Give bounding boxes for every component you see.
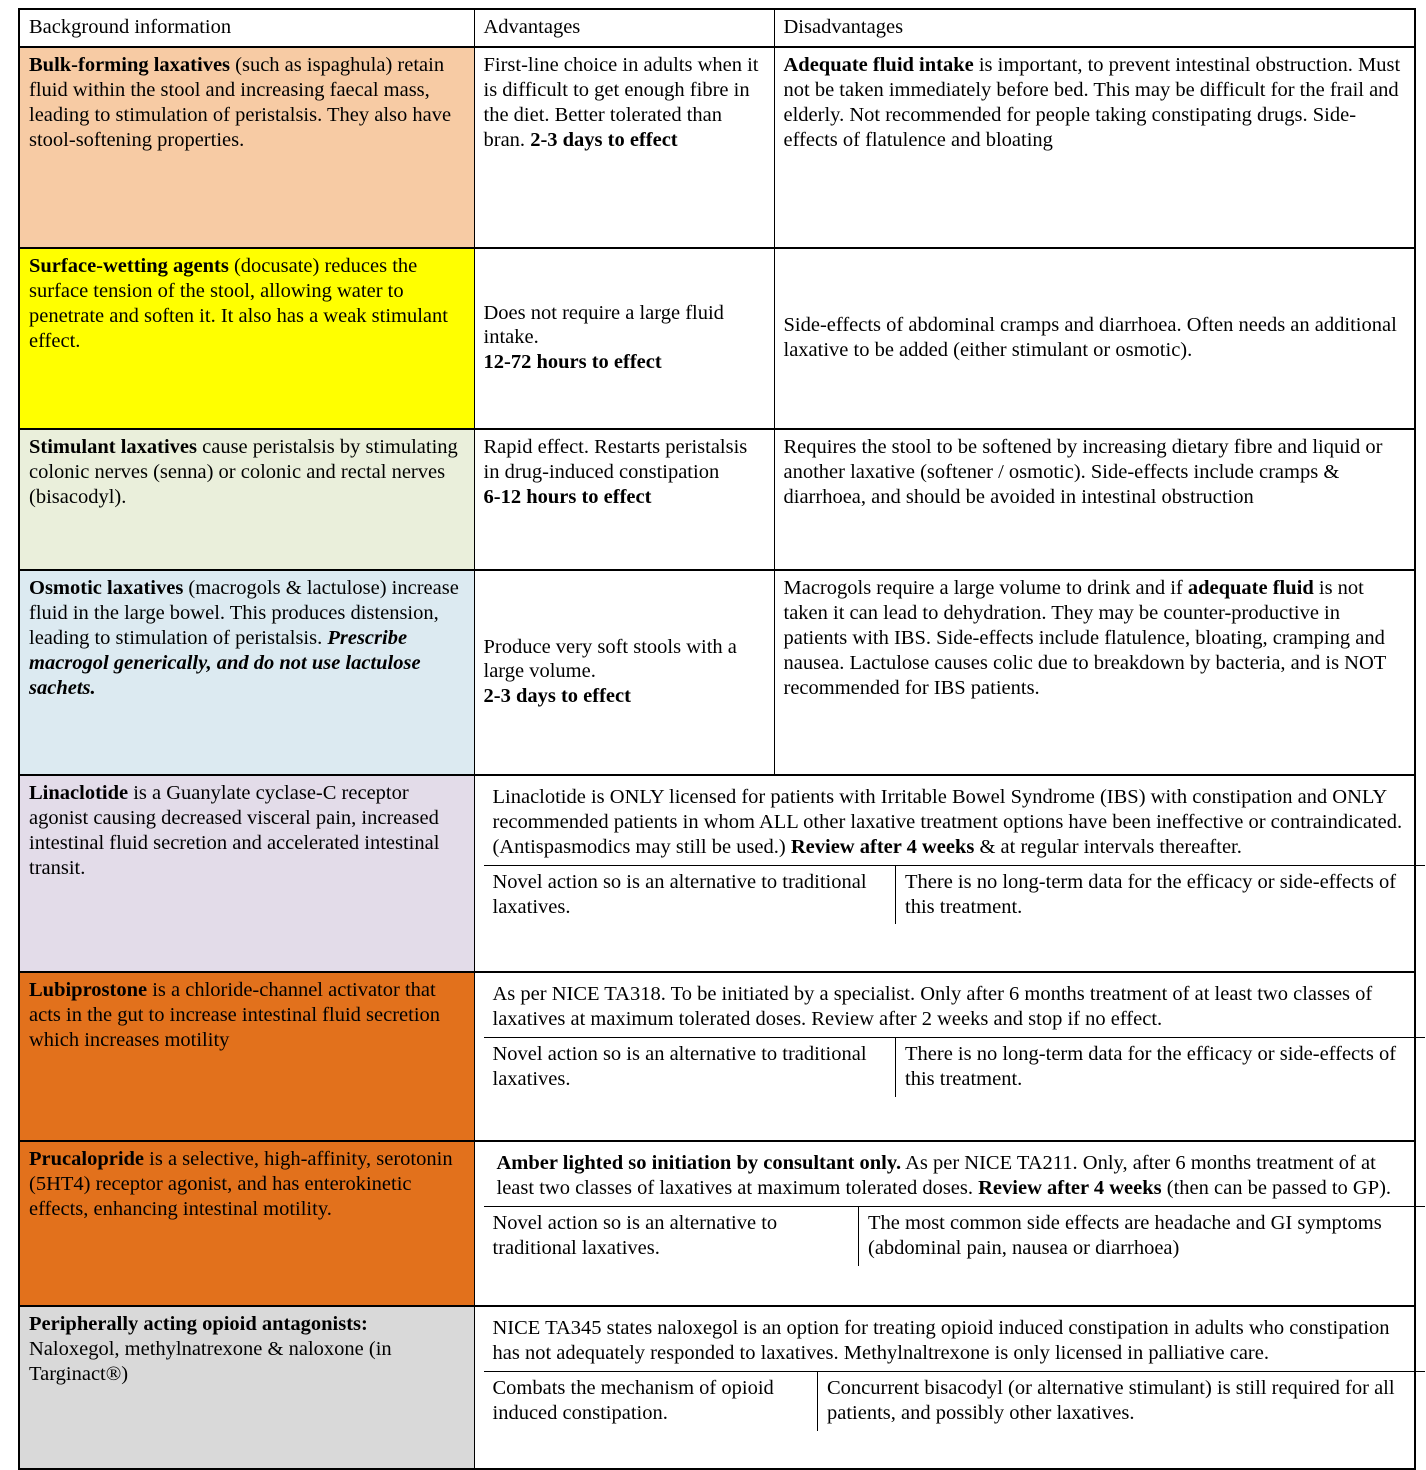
- laxatives-comparison-table: [18, 8, 1416, 1470]
- cell-disadvantages-stimulant: [774, 429, 1415, 570]
- inner-row-prucalopride-summary: [484, 1147, 1425, 1206]
- term-stimulant-laxatives: Stimulant laxatives: [29, 435, 197, 458]
- inner-row-opioid-summary: [484, 1312, 1425, 1371]
- inner-row-lubiprostone-summary: [484, 978, 1425, 1037]
- text-advantages-surface-wetting: Does not require a large fluid intake.: [483, 301, 724, 349]
- table-row-opioid-antagonists: [19, 1306, 1415, 1469]
- cell-disadvantages-osmotic: [774, 570, 1415, 775]
- cell-background-lubiprostone: [19, 972, 474, 1141]
- text-prucalopride-nice-post: (then can be passed to GP).: [1161, 1176, 1392, 1199]
- emphasis-linaclotide-review: Review after 4 weeks: [790, 835, 975, 858]
- emphasis-disadvantages-bulk-forming: Adequate fluid intake: [783, 53, 974, 76]
- table-row-linaclotide: [19, 775, 1415, 972]
- cell-opioid-nice-note: NICE TA345 states naloxegol is an option for treating opioid induced constipation in adults who constipation has not adequately responded to laxatives. Methylnaltrexone is only licensed in palliative care.: [492, 1316, 1390, 1364]
- term-surface-wetting-agents: Surface-wetting agents: [29, 254, 229, 277]
- emphasis-prucalopride-amber: Amber lighted so initiation by consultant only.: [496, 1151, 902, 1174]
- text-background-stimulant: cause peristalsis by stimulating colonic nerves (senna) or colonic and rectal nerves (bisacodyl).: [29, 435, 458, 508]
- cell-linaclotide-licensing-note: [484, 781, 1425, 865]
- inner-row-linaclotide-summary: [484, 781, 1425, 865]
- cell-background-stimulant: [19, 429, 474, 570]
- text-background-linaclotide: is a Guanylate cyclase-C receptor agonist causing decreased visceral pain, increased intestinal fluid secretion and accelerated intestinal transit.: [29, 781, 440, 879]
- column-header-advantages: Advantages: [474, 9, 774, 47]
- cell-disadvantages-prucalopride: The most common side effects are headache and GI symptoms (abdominal pain, nausea or diarrhoea): [859, 1206, 1425, 1265]
- text-background-lubiprostone: is a chloride-channel activator that acts in the gut to increase intestinal fluid secretion which increases motility: [29, 978, 441, 1051]
- cell-background-prucalopride: [19, 1141, 474, 1306]
- text-linaclotide-licensing-pre: Linaclotide is ONLY licensed for patients with Irritable Bowel Syndrome (IBS) with constipation and ONLY recommended patients in whom ALL other laxative treatment options have been ineffective or contraindicated. (Antispasmodics may still be used.): [492, 785, 1403, 858]
- cell-combined-lubiprostone: [474, 972, 1415, 1141]
- text-background-opioid-antagonists: Naloxegol, methylnatrexone & naloxone (in Targinact®): [29, 1337, 392, 1385]
- table-row-stimulant-laxatives: [19, 429, 1415, 570]
- text-disadvantages-osmotic-pre: Macrogols require a large volume to drink and if: [783, 576, 1188, 599]
- cell-background-bulk-forming: [19, 47, 474, 248]
- cell-background-osmotic: [19, 570, 474, 775]
- emphasis-advantages-stimulant: 6-12 hours to effect: [483, 485, 652, 508]
- text-prucalopride-nice-mid: As per NICE TA211. Only, after 6 months treatment of at least two classes of laxatives at maximum tolerated doses.: [496, 1151, 1376, 1199]
- cell-advantages-stimulant: [474, 429, 774, 570]
- inner-table-opioid-antagonists: [484, 1312, 1425, 1431]
- inner-table-lubiprostone: [484, 978, 1425, 1097]
- cell-advantages-lubiprostone: Novel action so is an alternative to traditional laxatives.: [484, 1037, 896, 1096]
- emphasis-advantages-osmotic: 2-3 days to effect: [483, 685, 631, 708]
- cell-advantages-bulk-forming: [474, 47, 774, 248]
- table-row-prucalopride: [19, 1141, 1415, 1306]
- column-header-background: Background information: [19, 9, 474, 47]
- text-disadvantages-osmotic: is not taken it can lead to dehydration. They may be counter-productive in patients with IBS. Side-effects include flatulence, bloating, cramping and nausea. Lactulose causes colic due to breakdown by bacteria, and is NOT recommended for IBS patients.: [783, 576, 1386, 699]
- text-disadvantages-bulk-forming: is important, to prevent intestinal obstruction. Must not be taken immediately before bed. This may be difficult for the frail and elderly. Not recommended for people taking constipating drugs. Side-effects of flatulence and bloating: [783, 53, 1401, 151]
- emphasis-disadvantages-osmotic: adequate fluid: [1187, 576, 1314, 599]
- inner-table-prucalopride: [484, 1147, 1425, 1266]
- table-row-surface-wetting-agents: [19, 248, 1415, 429]
- cell-advantages-osmotic: [474, 570, 774, 775]
- cell-background-surface-wetting: [19, 248, 474, 429]
- text-advantages-bulk-forming: First-line choice in adults when it is difficult to get enough fibre in the diet. Better tolerated than bran.: [483, 53, 759, 151]
- cell-disadvantages-linaclotide: There is no long-term data for the efficacy or side-effects of this treatment.: [896, 865, 1425, 924]
- text-advantages-osmotic: Produce very soft stools with a large volume.: [483, 635, 737, 683]
- text-advantages-stimulant: Rapid effect. Restarts peristalsis in drug-induced constipation: [483, 435, 748, 483]
- emphasis-background-osmotic: Prescribe macrogol generically, and do not use lactulose sachets.: [29, 626, 421, 699]
- cell-combined-linaclotide: [474, 775, 1415, 972]
- cell-advantages-prucalopride: Novel action so is an alternative to traditional laxatives.: [484, 1206, 859, 1265]
- cell-background-linaclotide: [19, 775, 474, 972]
- text-disadvantages-stimulant: Requires the stool to be softened by increasing dietary fibre and liquid or another laxative (softener / osmotic). Side-effects include cramps & diarrhoea, and should be avoided in intestinal obstruction: [783, 435, 1383, 508]
- cell-combined-opioid-antagonists: [474, 1306, 1415, 1469]
- emphasis-prucalopride-review: Review after 4 weeks: [978, 1176, 1162, 1199]
- table-header-row: [19, 9, 1415, 47]
- term-opioid-antagonists: Peripherally acting opioid antagonists:: [29, 1312, 368, 1335]
- inner-table-linaclotide: [484, 781, 1425, 925]
- term-bulk-forming-laxatives: Bulk-forming laxatives: [29, 53, 231, 76]
- cell-advantages-surface-wetting: [474, 248, 774, 429]
- text-linaclotide-licensing-post: & at regular intervals thereafter.: [974, 835, 1242, 858]
- cell-advantages-linaclotide: Novel action so is an alternative to traditional laxatives.: [484, 865, 896, 924]
- emphasis-advantages-surface-wetting: 12-72 hours to effect: [483, 351, 662, 374]
- cell-background-opioid-antagonists: [19, 1306, 474, 1469]
- term-osmotic-laxatives: Osmotic laxatives: [29, 576, 184, 599]
- inner-row-prucalopride-prosandcons: [484, 1206, 1425, 1265]
- emphasis-advantages-bulk-forming: 2-3 days to effect: [530, 128, 678, 151]
- cell-combined-prucalopride: [474, 1141, 1415, 1306]
- cell-prucalopride-nice-note: [484, 1147, 1425, 1206]
- inner-row-opioid-prosandcons: [484, 1371, 1425, 1430]
- cell-advantages-opioid-antagonists: Combats the mechanism of opioid induced constipation.: [484, 1371, 818, 1430]
- inner-row-lubiprostone-prosandcons: [484, 1037, 1425, 1096]
- inner-row-linaclotide-prosandcons: [484, 865, 1425, 924]
- term-prucalopride: Prucalopride: [29, 1147, 145, 1170]
- table-row-lubiprostone: [19, 972, 1415, 1141]
- column-header-disadvantages: Disadvantages: [774, 9, 1415, 47]
- cell-disadvantages-lubiprostone: There is no long-term data for the efficacy or side-effects of this treatment.: [896, 1037, 1425, 1096]
- text-background-prucalopride: is a selective, high-affinity, serotonin (5HT4) receptor agonist, and has enterokinetic effects, enhancing intestinal motility.: [29, 1147, 453, 1220]
- cell-disadvantages-bulk-forming: [774, 47, 1415, 248]
- text-disadvantages-surface-wetting: Side-effects of abdominal cramps and diarrhoea. Often needs an additional laxative to be added (either stimulant or osmotic).: [783, 314, 1397, 361]
- cell-disadvantages-opioid-antagonists: Concurrent bisacodyl (or alternative stimulant) is still required for all patients, and possibly other laxatives.: [818, 1371, 1425, 1430]
- text-background-osmotic: (macrogols & lactulose) increase fluid in the large bowel. This produces distension, leading to stimulation of peristalsis.: [29, 576, 459, 649]
- text-background-surface-wetting: (docusate) reduces the surface tension of the stool, allowing water to penetrate and soften it. It also has a weak stimulant effect.: [29, 254, 448, 352]
- text-background-bulk-forming: (such as ispaghula) retain fluid within the stool and increasing faecal mass, leading to stimulation of peristalsis. They also have stool-softening properties.: [29, 53, 452, 151]
- table-row-bulk-forming-laxatives: [19, 47, 1415, 248]
- table-row-osmotic-laxatives: [19, 570, 1415, 775]
- cell-lubiprostone-nice-note: As per NICE TA318. To be initiated by a specialist. Only after 6 months treatment of at least two classes of laxatives at maximum tolerated doses. Review after 2 weeks and stop if no effect.: [492, 982, 1373, 1030]
- term-lubiprostone: Lubiprostone: [29, 978, 148, 1001]
- cell-disadvantages-surface-wetting: [774, 248, 1415, 429]
- term-linaclotide: Linaclotide: [29, 781, 129, 804]
